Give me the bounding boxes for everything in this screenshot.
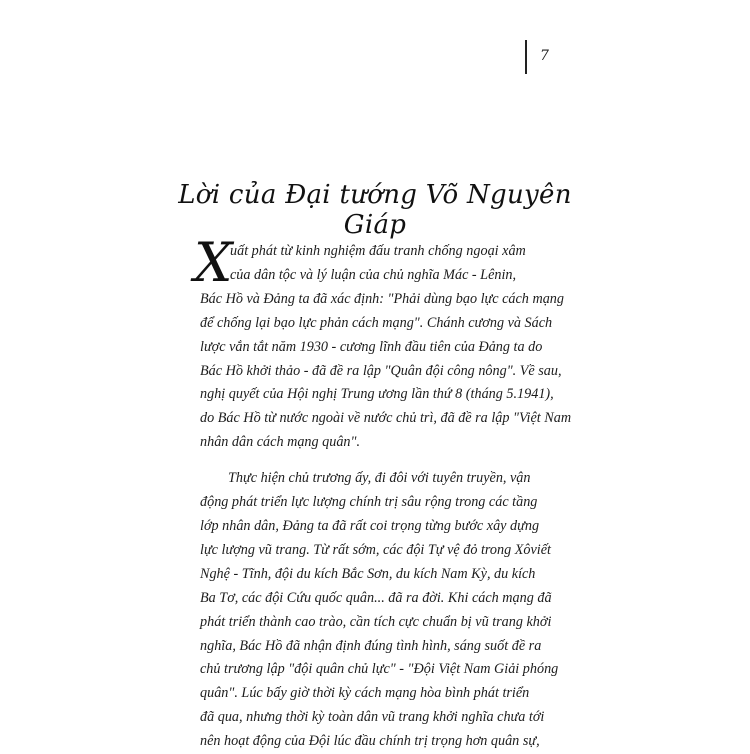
text-line: nhân dân cách mạng quân". bbox=[200, 434, 361, 451]
text-line: uất phát từ kinh nghiệm đấu tranh chống ngoại xâm bbox=[230, 243, 526, 259]
header-rule bbox=[525, 40, 527, 74]
text-line: Bác Hồ khởi thảo - đã đề ra lập "Quân đội công nông". Về sau, bbox=[200, 362, 562, 379]
text-line: Nghệ - Tĩnh, đội du kích Bắc Sơn, du kích Nam Kỳ, du kích bbox=[200, 565, 536, 582]
body-text bbox=[194, 231, 572, 754]
text-line: nên hoạt động của Đội lúc đầu chính trị trọng hơn quân sự, bbox=[200, 733, 540, 750]
text-line: nghĩa, Bác Hồ đã nhận định đúng tình hình, sáng suốt đề ra bbox=[200, 637, 542, 654]
text-line: Bác Hồ và Đảng ta đã xác định: "Phải dùng bạo lực cách mạng bbox=[200, 290, 564, 307]
text-line: Ba Tơ, các đội Cứu quốc quân... đã ra đời. Khi cách mạng đã bbox=[200, 589, 552, 606]
drop-cap: X bbox=[194, 231, 233, 294]
text-line: nghị quyết của Hội nghị Trung ương lần thứ 8 (tháng 5.1941), bbox=[200, 386, 554, 403]
text-line: lược vắn tắt năm 1930 - cương lĩnh đầu tiên của Đảng ta do bbox=[200, 338, 543, 355]
text-line: do Bác Hồ từ nước ngoài về nước chủ trì, đã đề ra lập "Việt Nam bbox=[200, 410, 572, 427]
text-line: để chống lại bạo lực phản cách mạng". Chánh cương và Sách bbox=[200, 314, 553, 331]
text-line: lực lượng vũ trang. Từ rất sớm, các đội Tự vệ đỏ trong Xôviết bbox=[200, 541, 551, 558]
text-line: Thực hiện chủ trương ấy, đi đôi với tuyên truyền, vận bbox=[228, 470, 531, 487]
paragraph-1 bbox=[194, 231, 572, 455]
text-line: lớp nhân dân, Đảng ta đã rất coi trọng từng bước xây dựng bbox=[200, 517, 540, 534]
text-line: phát triển thành cao trào, cần tích cực chuẩn bị vũ trang khởi bbox=[200, 613, 552, 630]
page-number: 7 bbox=[540, 48, 549, 64]
text-line: đã qua, nhưng thời kỳ toàn dân vũ trang khởi nghĩa chưa tới bbox=[200, 709, 545, 726]
chapter-title: Lời của Đại tướng Võ Nguyên Giáp bbox=[178, 180, 572, 240]
text-line: của dân tộc và lý luận của chủ nghĩa Mác - Lênin, bbox=[230, 266, 517, 283]
text-line: động phát triển lực lượng chính trị sâu rộng trong các tầng bbox=[200, 494, 538, 511]
paragraph-2 bbox=[200, 467, 560, 754]
text-line: quân". Lúc bấy giờ thời kỳ cách mạng hòa bình phát triển bbox=[200, 685, 530, 702]
text-line: chủ trương lập "đội quân chủ lực" - "Đội Việt Nam Giải phóng bbox=[200, 661, 559, 678]
